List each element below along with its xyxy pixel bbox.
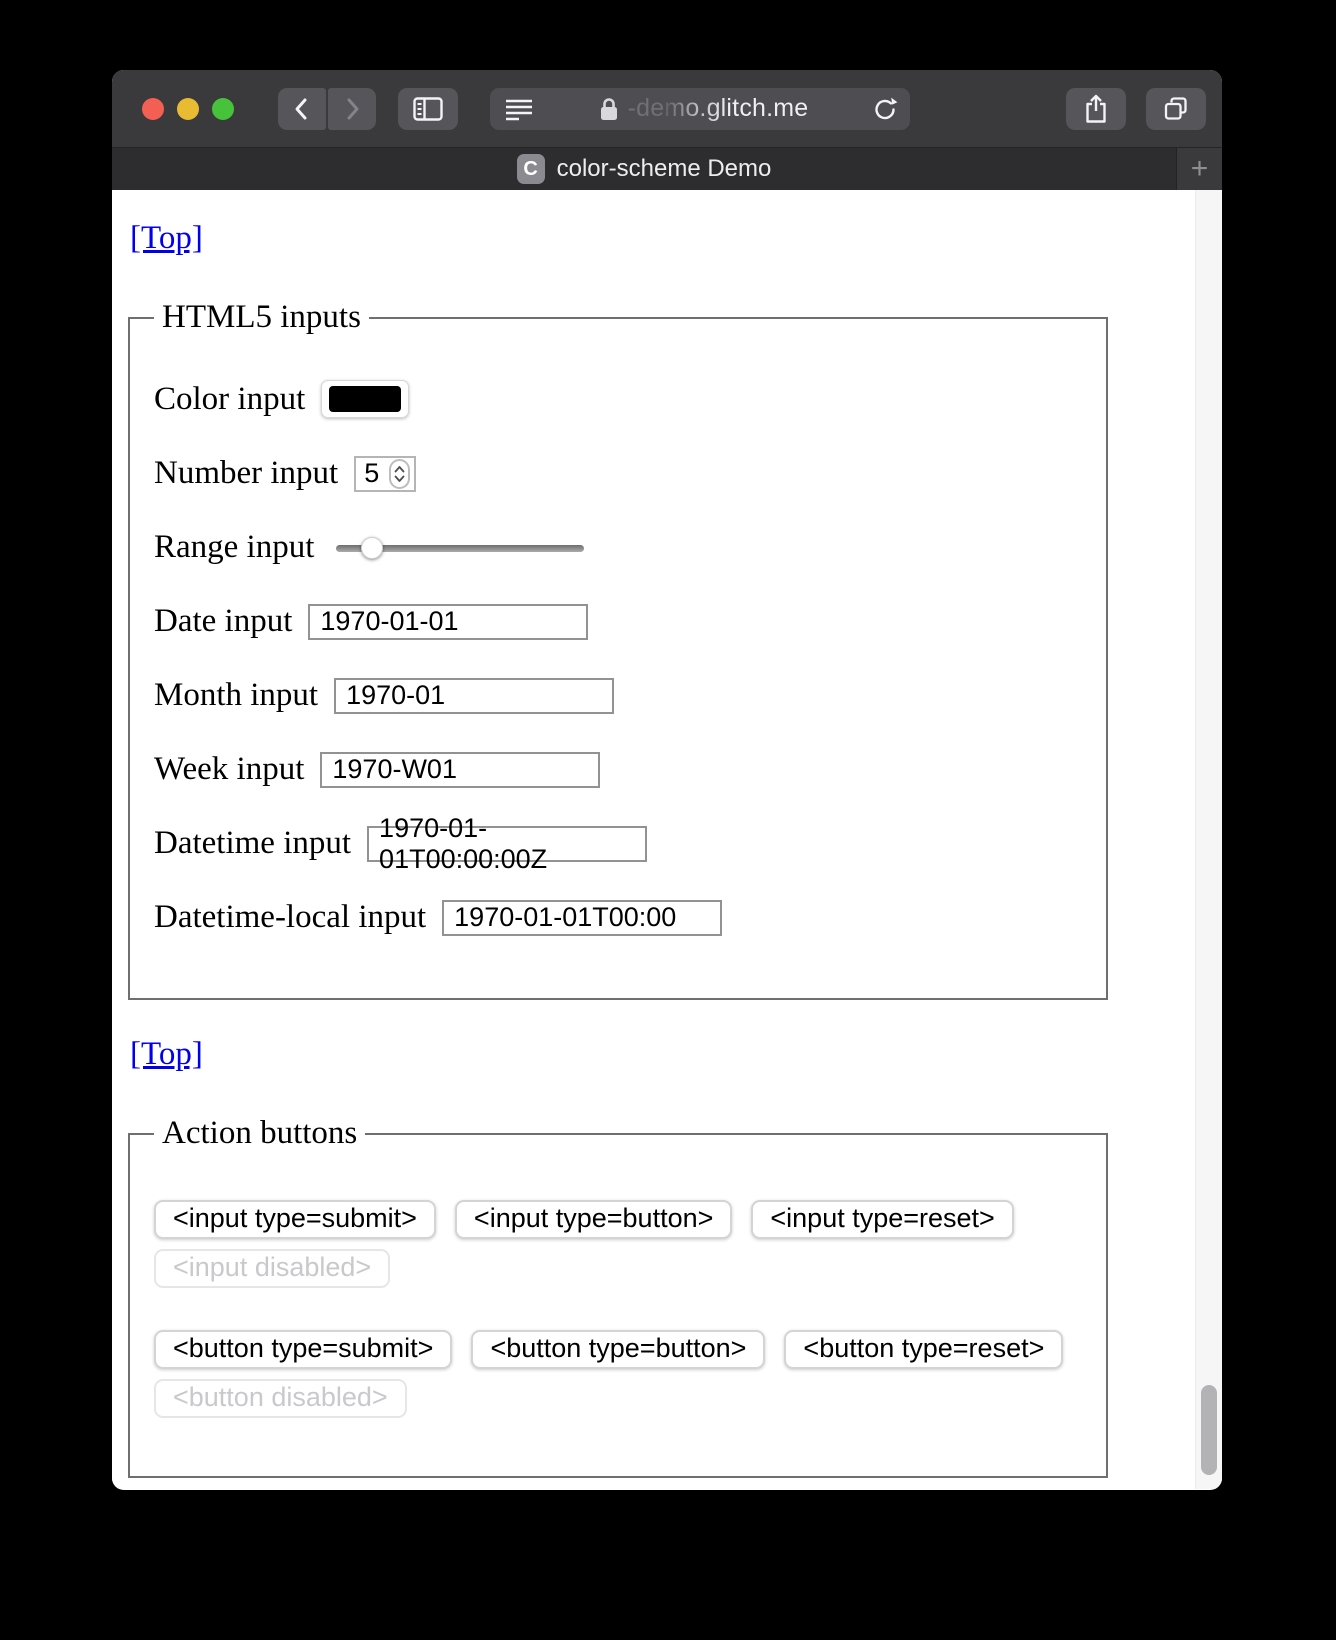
range-input-label: Range input	[154, 529, 315, 565]
range-thumb[interactable]	[361, 537, 383, 559]
address-bar[interactable]	[490, 88, 910, 130]
date-input[interactable]: 1970-01-01	[308, 604, 588, 640]
lock-icon	[598, 96, 620, 122]
input-disabled-button: <input disabled>	[154, 1249, 390, 1288]
tab-overview-button[interactable]	[1146, 88, 1206, 130]
month-input[interactable]: 1970-01	[334, 678, 614, 714]
week-input-label: Week input	[154, 751, 305, 787]
number-input-label: Number input	[154, 455, 339, 491]
tab-overview-icon	[1161, 94, 1191, 124]
number-stepper[interactable]	[389, 459, 410, 489]
page-content	[112, 190, 1222, 1489]
datetime-input-label: Datetime input	[154, 825, 352, 861]
datetime-input[interactable]: 1970-01-01T00:00:00Z	[367, 826, 647, 862]
fieldset-legend: HTML5 inputs	[162, 299, 361, 335]
top-link-2[interactable]: [Top]	[130, 1036, 203, 1072]
date-input-label: Date input	[154, 603, 293, 639]
zoom-window-button[interactable]	[212, 98, 234, 120]
form-row	[154, 812, 1082, 874]
forward-button[interactable]	[328, 88, 376, 130]
fieldset-action-buttons	[128, 1115, 1108, 1478]
reader-view-icon[interactable]	[504, 96, 534, 122]
button-reset-button[interactable]: <button type=reset>	[784, 1330, 1063, 1369]
week-input[interactable]: 1970-W01	[320, 752, 600, 788]
share-button[interactable]	[1066, 88, 1126, 130]
form-row	[154, 529, 1082, 566]
scrollbar-track[interactable]	[1195, 190, 1222, 1489]
input-submit-button[interactable]: <input type=submit>	[154, 1200, 436, 1239]
button-submit-button[interactable]: <button type=submit>	[154, 1330, 452, 1369]
input-button-button[interactable]: <input type=button>	[455, 1200, 732, 1239]
window-controls	[142, 98, 234, 120]
tab-color-scheme-demo[interactable]	[112, 148, 1176, 190]
minimize-window-button[interactable]	[177, 98, 199, 120]
tab-favicon: C	[517, 154, 545, 184]
form-row	[154, 899, 1082, 936]
color-input[interactable]	[321, 380, 409, 418]
tab-bar	[112, 148, 1222, 190]
sidebar-icon	[412, 95, 444, 123]
reload-icon[interactable]	[872, 95, 898, 123]
close-window-button[interactable]	[142, 98, 164, 120]
form-row	[154, 380, 1082, 418]
address-text: -demo.glitch.me	[627, 94, 809, 122]
safari-window	[112, 70, 1222, 1490]
top-link-1[interactable]: [Top]	[130, 220, 203, 256]
scrollbar-thumb[interactable]	[1201, 1385, 1217, 1475]
chevron-right-icon	[338, 95, 366, 123]
form-row	[154, 751, 1082, 788]
back-button[interactable]	[278, 88, 326, 130]
form-row	[154, 677, 1082, 714]
form-row	[154, 603, 1082, 640]
color-input-label: Color input	[154, 380, 306, 417]
share-icon	[1081, 93, 1111, 125]
new-tab-button[interactable]: +	[1176, 148, 1222, 190]
range-input[interactable]	[336, 537, 584, 559]
datetime-local-input[interactable]: 1970-01-01T00:00	[442, 900, 722, 936]
number-input[interactable]	[354, 456, 416, 492]
datetime-local-input-label: Datetime-local input	[154, 899, 427, 935]
number-input-value: 5	[364, 458, 380, 488]
button-button-button[interactable]: <button type=button>	[471, 1330, 765, 1369]
button-disabled-button: <button disabled>	[154, 1379, 407, 1418]
fieldset-legend: Action buttons	[162, 1115, 358, 1151]
color-swatch-chip	[329, 386, 401, 412]
month-input-label: Month input	[154, 677, 319, 713]
input-reset-button[interactable]: <input type=reset>	[751, 1200, 1013, 1239]
form-row	[154, 455, 1082, 492]
chevron-left-icon	[288, 95, 316, 123]
tab-title: color-scheme Demo	[556, 155, 772, 182]
sidebar-button[interactable]	[398, 88, 458, 130]
browser-toolbar	[112, 70, 1222, 148]
fieldset-html5-inputs	[128, 299, 1108, 1000]
